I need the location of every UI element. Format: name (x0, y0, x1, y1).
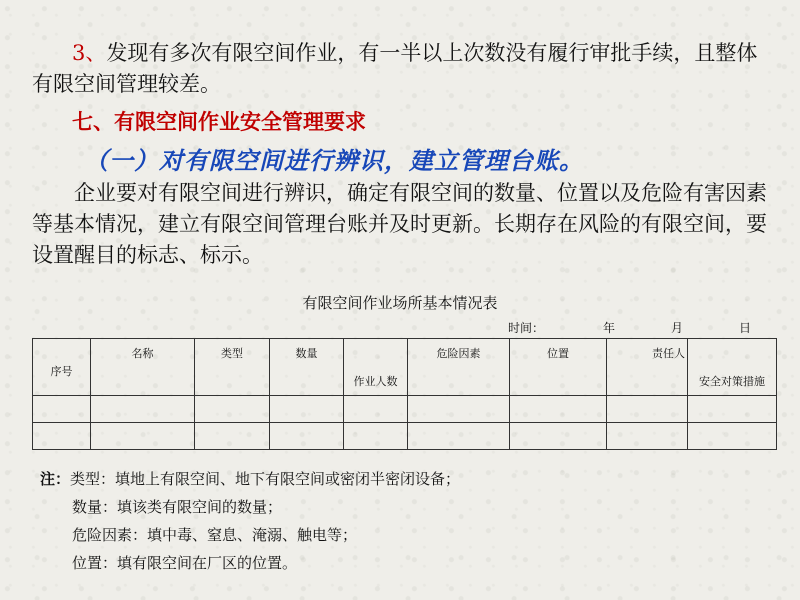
table-row (33, 423, 777, 450)
note-line-2: 数量：填该类有限空间的数量； (72, 498, 283, 516)
note-line-1: 注：类型：填地上有限空间、地下有限空间或密闭半密闭设备； (40, 470, 461, 488)
table-cell[interactable] (33, 423, 91, 450)
header-workers: 作业人数 (344, 339, 408, 396)
table-header-row (33, 339, 777, 396)
table-cell[interactable] (408, 396, 510, 423)
table-row (33, 396, 777, 423)
header-measures: 安全对策措施 (688, 339, 777, 396)
table-cell[interactable] (195, 396, 270, 423)
table-cell[interactable] (91, 396, 195, 423)
table-title: 有限空间作业场所基本情况表 (302, 294, 498, 312)
table-cell[interactable] (344, 396, 408, 423)
header-quantity: 数量 (270, 339, 344, 396)
table-cell[interactable] (270, 396, 344, 423)
table-cell[interactable] (688, 423, 777, 450)
table-cell[interactable] (270, 423, 344, 450)
table-cell[interactable] (33, 396, 91, 423)
header-type: 类型 (195, 339, 270, 396)
table-cell[interactable] (688, 396, 777, 423)
table-cell[interactable] (510, 423, 607, 450)
table-cell[interactable] (510, 396, 607, 423)
table-cell[interactable] (195, 423, 270, 450)
confined-space-table (32, 338, 777, 450)
table-cell[interactable] (607, 396, 688, 423)
table-cell[interactable] (91, 423, 195, 450)
paragraph-finding-3 (32, 38, 772, 100)
note-line-3: 危险因素：填中毒、窒息、淹溺、触电等； (72, 526, 358, 544)
year-label: 年 (603, 321, 616, 335)
table-cell[interactable] (408, 423, 510, 450)
table-cell[interactable] (607, 423, 688, 450)
paragraph-text: 发现有多次有限空间作业，有一半以上次数没有履行审批手续，且整体有限空间管理较差。 (32, 41, 758, 96)
table-cell[interactable] (344, 423, 408, 450)
header-name: 名称 (91, 339, 195, 396)
note-line-4: 位置：填有限空间在厂区的位置。 (72, 554, 298, 572)
header-seq: 序号 (33, 339, 91, 396)
notes-label: 注： (40, 470, 71, 488)
header-hazards: 危险因素 (408, 339, 510, 396)
day-label: 日 (739, 321, 752, 335)
paragraph-identification: 企业要对有限空间进行辨识，确定有限空间的数量、位置以及危险有害因素等基本情况，建立有限空间管理台账并及时更新。长期存在风险的有限空间，要设置醒目的标志、标示。 (32, 181, 767, 267)
time-label: 时间： (508, 321, 545, 335)
subsection-heading: （一）对有限空间进行辨识，建立管理台账。 (84, 147, 584, 175)
month-label: 月 (671, 321, 684, 335)
header-responsible: 责任人 (607, 339, 688, 396)
notes-block (40, 465, 460, 577)
item-number: 3、 (72, 41, 107, 65)
header-location: 位置 (510, 339, 607, 396)
section-heading: 七、有限空间作业安全管理要求 (72, 110, 366, 134)
